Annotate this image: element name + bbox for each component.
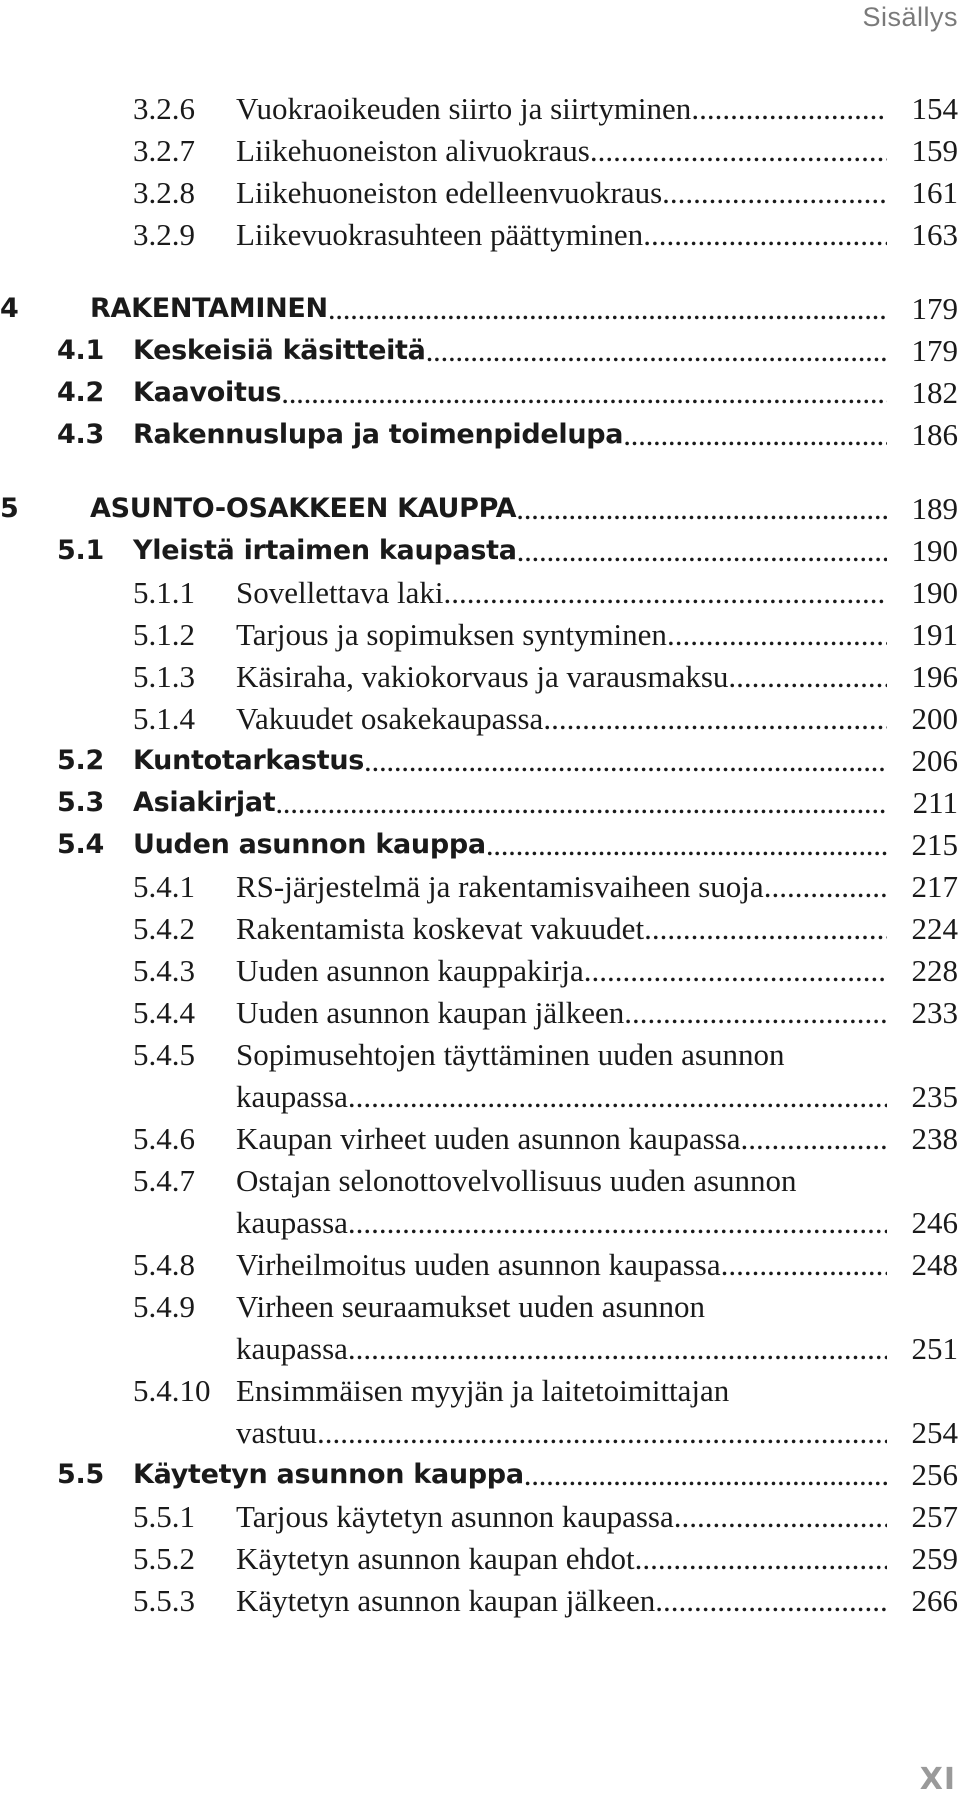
dot-leader: [721, 1244, 887, 1286]
toc-entry-page: 179: [911, 333, 958, 368]
toc-entry-title-cont: vastuu: [236, 1415, 317, 1450]
toc-entry-title-cont: kaupassa: [236, 1331, 348, 1366]
dot-leader: [426, 330, 887, 372]
toc-entry-page: 246: [911, 1205, 958, 1240]
dot-leader: [584, 950, 887, 992]
toc-entry[interactable]: [0, 130, 960, 172]
toc-entry-number: 5.4.5: [133, 1037, 195, 1072]
toc-entry[interactable]: [0, 572, 960, 614]
toc-entry-page: 161: [911, 175, 958, 210]
toc-entry-title: Virheen seuraamukset uuden asunnon: [236, 1289, 706, 1324]
toc-entry-title: Uuden asunnon kaupan jälkeen: [236, 995, 625, 1030]
dot-leader: [348, 1202, 887, 1244]
toc-chapter-title: RAKENTAMINEN: [90, 293, 328, 324]
toc-entry-continuation[interactable]: [0, 1202, 960, 1244]
dot-leader: [623, 414, 887, 456]
toc-entry-continuation[interactable]: [0, 1076, 960, 1118]
toc-entry-number: 5.4.10: [133, 1373, 211, 1408]
toc-entry-page: 190: [911, 575, 958, 610]
toc-section-title: Yleistä irtaimen kaupasta: [133, 535, 517, 566]
toc-entry-title: Ensimmäisen myyjän ja laitetoimittajan: [236, 1373, 730, 1408]
toc-entry[interactable]: [0, 614, 960, 656]
toc-section-title: Asiakirjat: [133, 787, 276, 818]
toc-entry[interactable]: [0, 1580, 960, 1622]
toc-entry-page: 224: [911, 911, 958, 946]
dot-leader: [635, 1538, 887, 1580]
page-number: XI: [919, 1762, 956, 1797]
dot-leader: [643, 214, 887, 256]
toc-entry[interactable]: [0, 908, 960, 950]
table-of-contents: [0, 88, 960, 1622]
toc-entry-page: 266: [911, 1583, 958, 1618]
toc-chapter-number: 5: [0, 493, 19, 524]
toc-section[interactable]: [0, 824, 960, 866]
toc-entry-title: Liikevuokrasuhteen päättyminen: [236, 217, 644, 252]
toc-section-title: Uuden asunnon kauppa: [133, 829, 486, 860]
dot-leader: [516, 488, 887, 530]
toc-entry[interactable]: [0, 214, 960, 256]
toc-entry[interactable]: [0, 1118, 960, 1160]
toc-entry[interactable]: [0, 1286, 960, 1328]
toc-section[interactable]: [0, 740, 960, 782]
toc-entry-number: 3.2.9: [133, 217, 195, 252]
toc-entry-title: Liikehuoneiston alivuokraus: [236, 133, 590, 168]
toc-entry-title-cont: kaupassa: [236, 1205, 348, 1240]
toc-section-number: 5.1: [57, 535, 104, 566]
dot-leader: [662, 172, 887, 214]
dot-leader: [691, 88, 887, 130]
toc-entry-number: 5.5.2: [133, 1541, 195, 1576]
toc-entry-continuation[interactable]: [0, 1412, 960, 1454]
toc-section-number: 5.4: [57, 829, 104, 860]
toc-entry-page: 254: [911, 1415, 958, 1450]
dot-leader: [328, 288, 887, 330]
toc-entry-title-cont: kaupassa: [236, 1079, 348, 1114]
toc-entry[interactable]: [0, 698, 960, 740]
toc-entry-number: 5.4.3: [133, 953, 195, 988]
toc-entry[interactable]: [0, 88, 960, 130]
toc-entry[interactable]: [0, 1160, 960, 1202]
toc-entry-title: Vuokraoikeuden siirto ja siirtyminen: [236, 91, 692, 126]
toc-section-number: 4.1: [57, 335, 104, 366]
toc-entry[interactable]: [0, 1538, 960, 1580]
toc-entry-page: 191: [911, 617, 958, 652]
toc-section-number: 5.3: [57, 787, 104, 818]
toc-section-title: Kaavoitus: [133, 377, 282, 408]
toc-entry-title: Ostajan selonottovelvollisuus uuden asunnon: [236, 1163, 797, 1198]
toc-entry-page: 217: [911, 869, 958, 904]
toc-entry-title: Käytetyn asunnon kaupan jälkeen: [236, 1583, 656, 1618]
toc-section-number: 4.2: [57, 377, 104, 408]
dot-leader: [275, 782, 887, 824]
toc-section[interactable]: [0, 414, 960, 456]
toc-section-title: Käytetyn asunnon kauppa: [133, 1459, 524, 1490]
toc-entry-number: 5.4.4: [133, 995, 195, 1030]
toc-chapter[interactable]: [0, 488, 960, 530]
toc-entry-page: 163: [911, 217, 958, 252]
toc-section[interactable]: [0, 372, 960, 414]
toc-entry-title: Virheilmoitus uuden asunnon kaupassa: [236, 1247, 721, 1282]
toc-entry-title: Liikehuoneiston edelleenvuokraus: [236, 175, 663, 210]
toc-entry-title: Rakentamista koskevat vakuudet: [236, 911, 645, 946]
toc-section[interactable]: [0, 1454, 960, 1496]
toc-entry-number: 5.5.1: [133, 1499, 195, 1534]
toc-entry-page: 179: [911, 291, 958, 326]
toc-entry-page: 206: [911, 743, 958, 778]
toc-entry-page: 182: [911, 375, 958, 410]
toc-section[interactable]: [0, 530, 960, 572]
toc-chapter[interactable]: [0, 288, 960, 330]
toc-entry-page: 186: [911, 417, 958, 452]
toc-entry[interactable]: [0, 656, 960, 698]
toc-section-number: 5.2: [57, 745, 104, 776]
toc-section-number: 4.3: [57, 419, 104, 450]
toc-entry-page: 256: [911, 1457, 958, 1492]
toc-section-number: 5.5: [57, 1459, 104, 1490]
dot-leader: [486, 824, 887, 866]
toc-entry-page: 259: [911, 1541, 958, 1576]
toc-entry-number: 5.4.6: [133, 1121, 195, 1156]
section-header: Sisällys: [862, 2, 958, 32]
toc-entry-continuation[interactable]: [0, 1328, 960, 1370]
toc-entry-page: 251: [911, 1331, 958, 1366]
toc-entry-title: Käytetyn asunnon kaupan ehdot: [236, 1541, 635, 1576]
toc-entry-number: 5.4.9: [133, 1289, 195, 1324]
toc-entry[interactable]: [0, 1370, 960, 1412]
toc-entry-number: 5.4.1: [133, 869, 195, 904]
toc-entry-page: 200: [911, 701, 958, 736]
dot-leader: [667, 614, 887, 656]
toc-entry-page: 257: [911, 1499, 958, 1534]
toc-entry-title: Käsiraha, vakiokorvaus ja varausmaksu: [236, 659, 729, 694]
toc-entry-number: 5.4.7: [133, 1163, 195, 1198]
toc-entry-page: 235: [911, 1079, 958, 1114]
toc-entry[interactable]: [0, 1034, 960, 1076]
toc-entry-number: 5.5.3: [133, 1583, 195, 1618]
toc-entry-title: Tarjous käytetyn asunnon kaupassa: [236, 1499, 674, 1534]
toc-entry-page: 228: [911, 953, 958, 988]
toc-entry-page: 233: [911, 995, 958, 1030]
dot-leader: [644, 908, 887, 950]
toc-entry-page: 189: [911, 491, 958, 526]
toc-entry-number: 3.2.6: [133, 91, 195, 126]
toc-entry[interactable]: [0, 866, 960, 908]
toc-entry-number: 3.2.7: [133, 133, 195, 168]
dot-leader: [364, 740, 887, 782]
toc-section[interactable]: [0, 330, 960, 372]
dot-leader: [655, 1580, 887, 1622]
toc-entry-number: 5.1.3: [133, 659, 195, 694]
toc-entry-number: 5.4.2: [133, 911, 195, 946]
dot-leader: [443, 572, 887, 614]
toc-entry-title: Sopimusehtojen täyttäminen uuden asunnon: [236, 1037, 785, 1072]
dot-leader: [624, 992, 887, 1034]
dot-leader: [740, 1118, 887, 1160]
dot-leader: [348, 1328, 887, 1370]
dot-leader: [674, 1496, 887, 1538]
toc-entry[interactable]: [0, 172, 960, 214]
dot-leader: [281, 372, 887, 414]
dot-leader: [348, 1076, 887, 1118]
toc-entry-page: 159: [911, 133, 958, 168]
toc-entry-title: Uuden asunnon kauppakirja: [236, 953, 584, 988]
toc-entry-title: Sovellettava laki: [236, 575, 444, 610]
toc-section[interactable]: [0, 782, 960, 824]
toc-entry-number: 3.2.8: [133, 175, 195, 210]
toc-entry[interactable]: [0, 1244, 960, 1286]
toc-section-title: Kuntotarkastus: [133, 745, 365, 776]
toc-entry-page: 196: [911, 659, 958, 694]
toc-entry-page: 211: [912, 785, 958, 820]
toc-entry-number: 5.1.1: [133, 575, 195, 610]
toc-entry-page: 154: [911, 91, 958, 126]
toc-entry[interactable]: [0, 1496, 960, 1538]
toc-section-title: Rakennuslupa ja toimenpidelupa: [133, 419, 624, 450]
toc-entry-title: Kaupan virheet uuden asunnon kaupassa: [236, 1121, 741, 1156]
toc-entry-number: 5.1.2: [133, 617, 195, 652]
toc-entry-page: 238: [911, 1121, 958, 1156]
toc-entry-page: 190: [911, 533, 958, 568]
dot-leader: [590, 130, 887, 172]
toc-entry-title: Tarjous ja sopimuksen syntyminen: [236, 617, 667, 652]
toc-chapter-number: 4: [0, 293, 19, 324]
dot-leader: [543, 698, 887, 740]
dot-leader: [728, 656, 887, 698]
dot-leader: [764, 866, 887, 908]
toc-entry-number: 5.1.4: [133, 701, 195, 736]
toc-section-title: Keskeisiä käsitteitä: [133, 335, 426, 366]
toc-entry-title: RS-järjestelmä ja rakentamisvaiheen suoja: [236, 869, 764, 904]
dot-leader: [317, 1412, 887, 1454]
toc-entry-title: Vakuudet osakekaupassa: [236, 701, 544, 736]
toc-entry-number: 5.4.8: [133, 1247, 195, 1282]
toc-entry[interactable]: [0, 950, 960, 992]
dot-leader: [517, 530, 887, 572]
toc-chapter-title: ASUNTO-OSAKKEEN KAUPPA: [90, 493, 517, 524]
dot-leader: [524, 1454, 887, 1496]
toc-entry[interactable]: [0, 992, 960, 1034]
toc-entry-page: 215: [911, 827, 958, 862]
toc-entry-page: 248: [911, 1247, 958, 1282]
